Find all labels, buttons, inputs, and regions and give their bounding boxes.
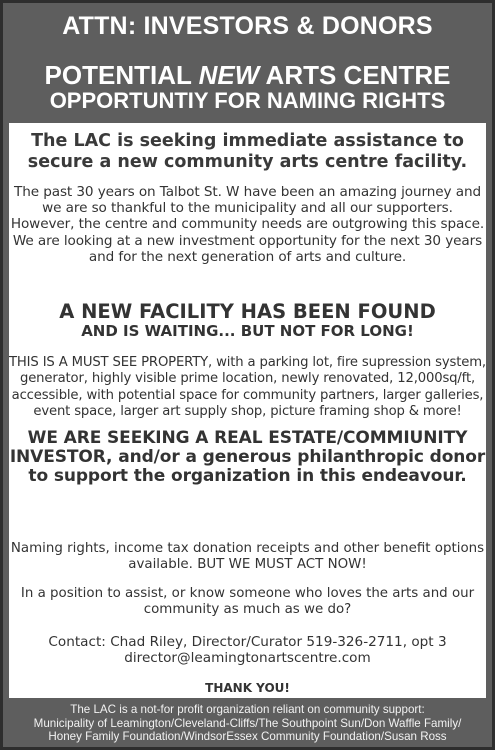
facility-heading: A NEW FACILITY HAS BEEN FOUND xyxy=(59,300,436,323)
contact-block xyxy=(9,634,486,667)
footer-line-1: The LAC is a not-for profit organization reliant on community support: xyxy=(70,703,425,716)
naming-rights-heading: OPPORTUNTIY FOR NAMING RIGHTS xyxy=(49,88,446,113)
subheadline-emphasis: NEW xyxy=(198,60,260,90)
benefits-paragraph: Naming rights, income tax donation receipts and other benefit options available. BUT WE MUST ACT NOW! xyxy=(10,541,485,573)
call-to-assist-paragraph: In a position to assist, or know someone who loves the arts and our community as much as we do? xyxy=(20,586,475,618)
seeking-statement: WE ARE SEEKING A REAL ESTATE/COMMIUNITY INVESTOR, and/or a generous philanthropic donor to support the organization in this endeavour. xyxy=(9,428,486,486)
footer-supporters xyxy=(3,703,492,748)
subheadline-part-1: POTENTIAL xyxy=(44,60,199,90)
footer-line-2: Municipality of Leamington/Cleveland-Cliffs/The Southpoint Sun/Don Waffle Family/ xyxy=(33,716,462,730)
headline: ATTN: INVESTORS & DONORS xyxy=(62,12,433,40)
subheadline xyxy=(3,61,492,89)
history-paragraph: The past 30 years on Talbot St. W have been an amazing journey and we are so thankful to the municipality and all our supporters. However, the centre and community needs are outgrowing this space. We are looking at a new investment opportunity for the next 30 years and for the next generation of arts and culture. xyxy=(10,184,485,265)
facility-subheading: AND IS WAITING... BUT NOT FOR LONG! xyxy=(81,322,414,340)
property-paragraph: THIS IS A MUST SEE PROPERTY, with a parking lot, fire supression system, generator, highly visible prime location, newly renovated, 12,000sq/ft, accessible, with potential space for community partners, larger galleries, event space, larger art supply shop, picture framing shop & more! xyxy=(9,355,486,420)
footer-line-3: Honey Family Foundation/WindsorEssex Community Foundation/Susan Ross xyxy=(48,730,447,744)
contact-details: Contact: Chad Riley, Director/Curator 519-326-2711, opt 3 xyxy=(48,634,447,650)
thank-you-text: THANK YOU! xyxy=(205,681,290,695)
subheadline-part-2: ARTS CENTRE xyxy=(259,60,451,90)
header-banner xyxy=(3,3,492,120)
contact-email[interactable]: director@leamingtonartscentre.com xyxy=(124,650,371,667)
content-panel xyxy=(9,123,486,698)
intro-statement: The LAC is seeking immediate assistance to secure a new community arts centre facility. xyxy=(27,131,468,172)
